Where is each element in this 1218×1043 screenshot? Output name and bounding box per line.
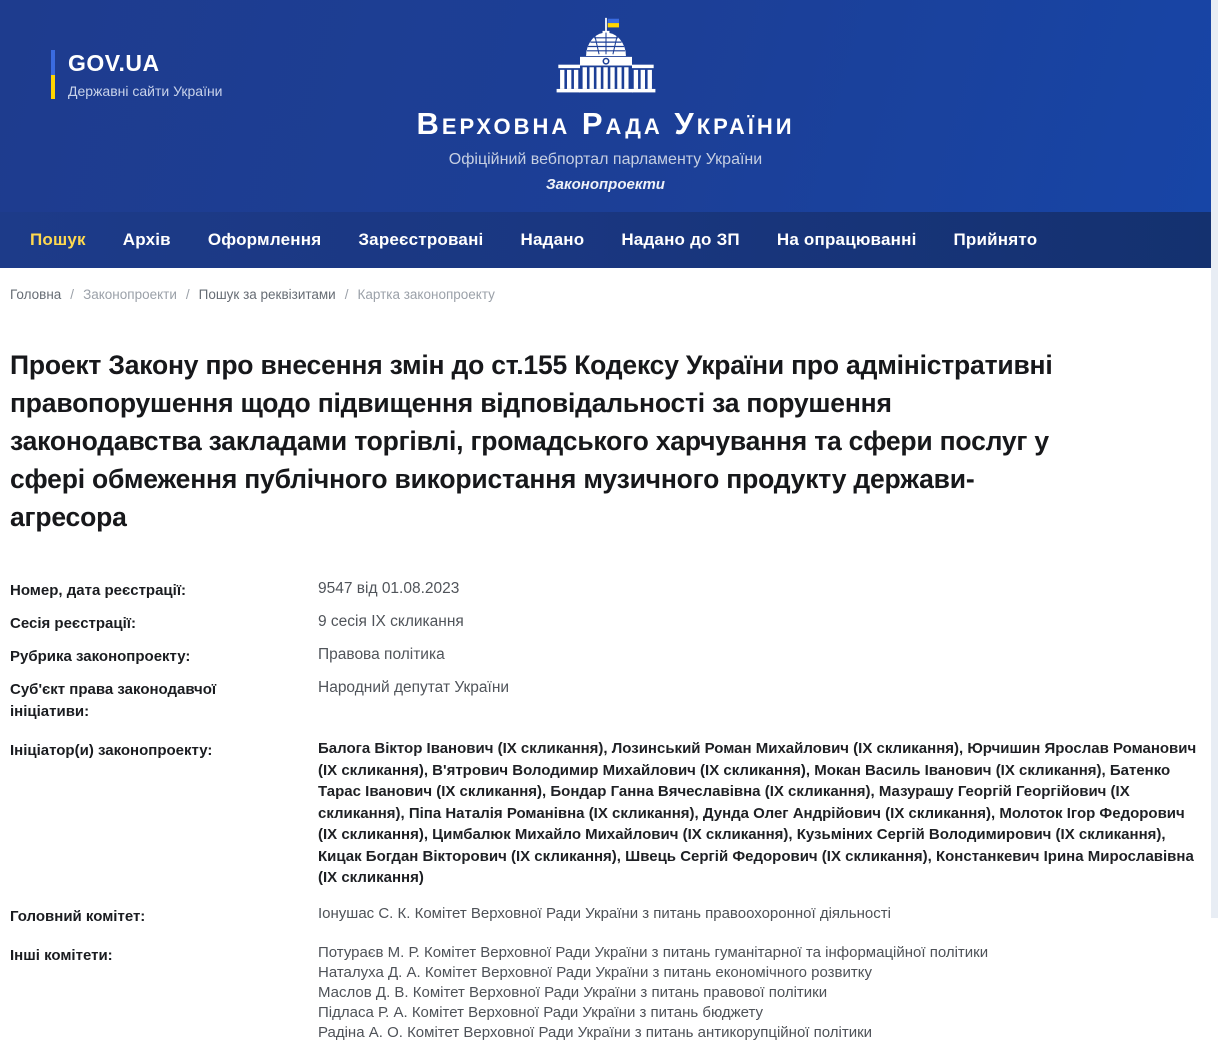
nav-item-na-opratsiuvanni[interactable]: На опрацюванні [776, 230, 917, 249]
detail-row-subject [10, 677, 1208, 723]
detail-row-rubric [10, 644, 1208, 668]
parliament-building-icon [554, 10, 658, 102]
initiators-value: Балога Віктор Іванович (ІХ скликання), Лозинський Роман Михайлович (ІХ скликання), Юрчишин Ярослав Романович (ІХ скликання), В'ятрович Володимир Михайлович (ІХ скликання), Мокан Василь Іванович (ІХ скликання), Батенко Тарас Іванович (ІХ скликання), Бондар Ганна Вячеславівна (ІХ скликання), Мазурашу Георгій Георгійович (ІХ скликання), Піпа Наталія Романівна (ІХ скликання), Дунда Олег Андрійович (ІХ скликання), Молоток Ігор Федорович (ІХ скликання), Цимбалюк Михайло Михайлович (ІХ скликання), Кузьміних Сергій Володимирович (ІХ скликання), Кицак Богдан Вікторович (ІХ скликання), Швець Сергій Федорович (ІХ скликання), Констанкевич Ірина Мирославівна (ІХ скликання) [318, 740, 1197, 886]
committee-list-item: Підласа Р. А. Комітет Верховної Ради України з питань бюджету [318, 1003, 764, 1021]
detail-row-main-committee [10, 904, 1208, 928]
nav-item-oformlennia[interactable]: Оформлення [207, 230, 322, 249]
rubric-label: Рубрика законопроекту: [10, 648, 191, 665]
breadcrumb-home[interactable]: Головна [10, 287, 62, 302]
breadcrumb-separator: / [70, 287, 75, 302]
section-label-bills: Законопроекти [546, 176, 665, 193]
rubric-value: Правова політика [318, 646, 445, 663]
breadcrumb-bills[interactable]: Законопроекти [83, 287, 177, 302]
nav-item-nadano[interactable]: Надано [520, 230, 585, 249]
registration-label: Номер, дата реєстрації: [10, 582, 187, 599]
initiators-label: Ініціатор(и) законопроекту: [10, 742, 213, 759]
detail-row-other-committees [10, 943, 1208, 1043]
main-committee-value: Іонушас С. К. Комітет Верховної Ради України з питань правоохоронної діяльності [318, 904, 891, 922]
session-value: 9 сесія IX скликання [318, 613, 464, 630]
bill-title: Проект Закону про внесення змін до ст.155 Кодексу України про адміністративні правопорушення щодо підвищення відповідальності за порушення законодавства закладами торгівлі, громадського харчування та сфери послуг у сфері обмеження публічного використання музичного продукту держави-агресора [10, 350, 1053, 532]
nav-item-arhiv[interactable]: Архів [122, 230, 171, 249]
subject-label: Суб'єкт права законодавчої ініціативи: [10, 681, 217, 720]
ukraine-flag-icon [607, 19, 618, 23]
portal-subtitle: Офіційний вебпортал парламенту України [448, 151, 763, 168]
committee-list-item: Радіна А. О. Комітет Верховної Ради України з питань антикорупційної політики [318, 1023, 873, 1041]
breadcrumb-separator: / [185, 287, 190, 302]
nav-item-nadano-do-zp[interactable]: Надано до ЗП [621, 230, 740, 249]
detail-row-initiators [10, 738, 1208, 889]
breadcrumb-separator: / [344, 287, 349, 302]
session-label: Сесія реєстрації: [10, 615, 136, 632]
committee-list-item: Наталуха Д. А. Комітет Верховної Ради України з питань економічного розвитку [318, 963, 872, 981]
breadcrumb-current: Картка законопроекту [357, 287, 495, 302]
main-committee-label: Головний комітет: [10, 907, 146, 925]
page-edge-scroll-gutter[interactable] [1211, 0, 1218, 918]
main-nav [0, 212, 1211, 268]
registration-value: 9547 від 01.08.2023 [318, 580, 460, 597]
committee-list-item: Маслов Д. В. Комітет Верховної Ради України з питань правової політики [318, 983, 828, 1001]
detail-row-session [10, 611, 1208, 635]
breadcrumb [0, 268, 1218, 302]
govua-logo-text: GOV.UA [68, 50, 160, 76]
nav-item-pryiniato[interactable]: Прийнято [953, 230, 1038, 249]
bill-details [10, 578, 1208, 1043]
other-committees-label: Інші комітети: [10, 946, 113, 964]
detail-row-registration [10, 578, 1208, 602]
site-header [0, 0, 1211, 212]
committee-list-item: Потураєв М. Р. Комітет Верховної Ради України з питань гуманітарної та інформаційної політики [318, 943, 989, 961]
subject-value: Народний депутат України [318, 679, 510, 696]
breadcrumb-search[interactable]: Пошук за реквізитами [198, 287, 336, 302]
nav-item-poshuk[interactable]: Пошук [30, 230, 86, 249]
page-title-rada: Верховна Рада України [416, 106, 795, 141]
nav-item-zareiestrovani[interactable]: Зареєстровані [358, 230, 484, 249]
govua-tagline: Державні сайти України [68, 83, 223, 99]
